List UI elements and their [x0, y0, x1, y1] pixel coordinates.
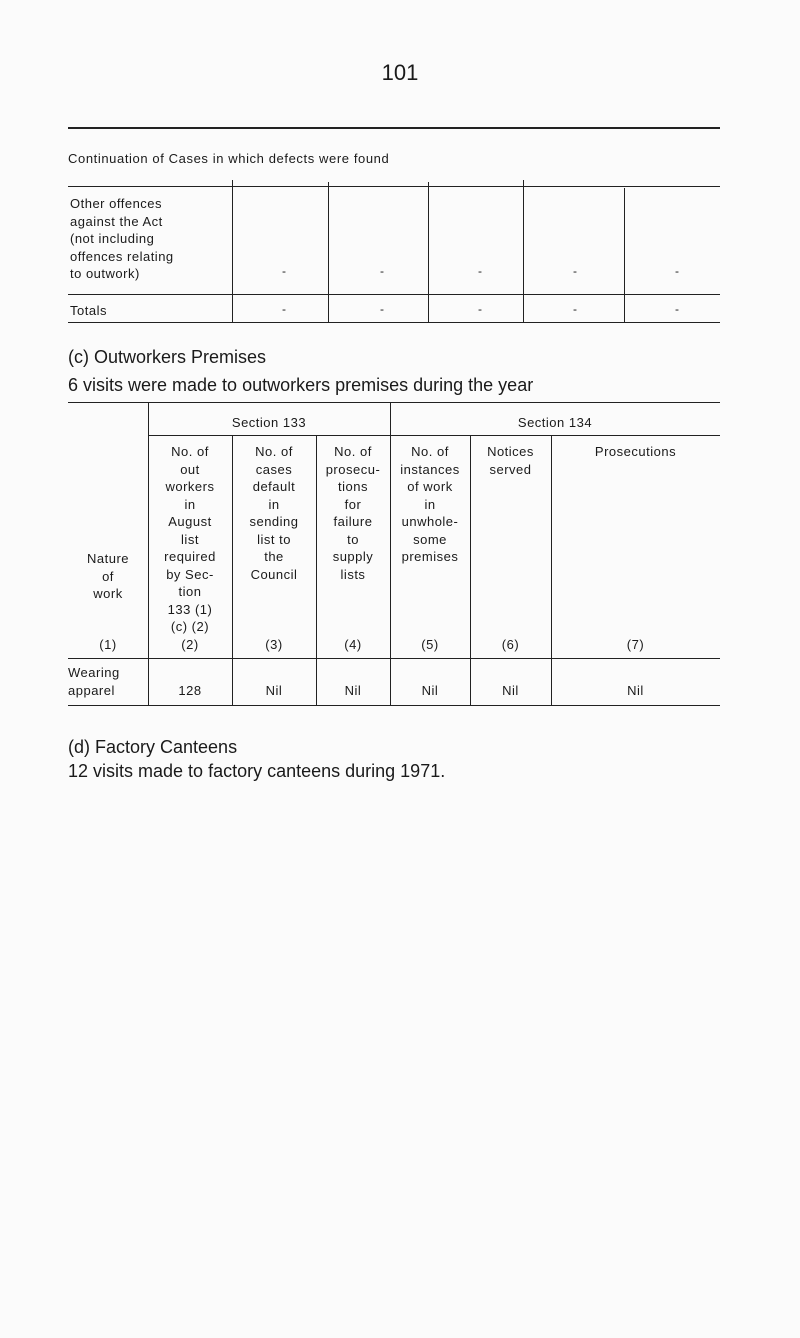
- table-cell: -: [282, 264, 286, 278]
- section-c-heading: (c) Outworkers Premises: [68, 347, 267, 367]
- table-cell: -: [380, 264, 384, 278]
- table-rule: [68, 322, 720, 323]
- column-header: No. of prosecu- tions for failure to supply lists: [325, 444, 381, 582]
- row-label: Totals: [70, 303, 107, 318]
- column-number: (5): [421, 637, 439, 652]
- table-rule: [68, 402, 720, 403]
- column-divider: [428, 182, 429, 322]
- section-d-text: 12 visits made to factory canteens during 1971.: [68, 761, 446, 781]
- column-divider: [551, 435, 552, 705]
- table-cell: -: [675, 302, 679, 316]
- table-cell: -: [573, 302, 577, 316]
- row-label: Other offences against the Act (not including offences relating to outwork): [70, 196, 174, 281]
- column-divider: [624, 188, 625, 322]
- table-rule: [148, 435, 720, 436]
- column-number: (6): [501, 637, 520, 652]
- column-number: (4): [344, 637, 362, 652]
- table-cell: Nil: [344, 683, 362, 698]
- group-header-section-133: Section 133: [231, 415, 307, 430]
- table-cell: -: [282, 302, 286, 316]
- top-rule: [68, 127, 720, 129]
- column-number: (2): [181, 637, 199, 652]
- continuation-title: Continuation of Cases in which defects were found: [68, 151, 390, 166]
- table-cell: Nil: [265, 683, 283, 698]
- column-divider: [523, 180, 524, 322]
- column-header: Notices served: [487, 444, 534, 477]
- page-number: 101: [381, 60, 419, 85]
- table-cell: -: [380, 302, 384, 316]
- table-rule: [68, 186, 720, 187]
- column-number: (7): [626, 637, 645, 652]
- table-cell: Nil: [421, 683, 439, 698]
- table-cell: -: [478, 302, 482, 316]
- column-header: Nature of work: [86, 551, 130, 601]
- column-header: No. of instances of work in unwhole- some premises: [400, 444, 460, 564]
- column-number: (3): [265, 637, 283, 652]
- table-rule: [68, 705, 720, 706]
- row-label: Wearing apparel: [68, 665, 120, 698]
- table-cell: -: [675, 264, 679, 278]
- column-header: No. of cases default in sending list to the Council: [249, 444, 299, 582]
- table-cell: 128: [178, 683, 202, 698]
- group-header-section-134: Section 134: [517, 415, 593, 430]
- table-cell: -: [478, 264, 482, 278]
- table-cell: Nil: [627, 683, 644, 698]
- table-cell: -: [573, 264, 577, 278]
- table-rule: [68, 294, 720, 295]
- section-d-heading: (d) Factory Canteens: [68, 737, 238, 757]
- section-c-text: 6 visits were made to outworkers premises during the year: [68, 375, 534, 395]
- column-header: No. of out workers in August list required by Sec- tion 133 (1) (c) (2): [164, 444, 216, 634]
- column-number: (1): [99, 637, 117, 652]
- table-rule: [68, 658, 720, 659]
- table-cell: Nil: [502, 683, 519, 698]
- column-divider: [328, 182, 329, 322]
- column-header: Prosecutions: [594, 444, 677, 459]
- column-divider: [232, 180, 233, 322]
